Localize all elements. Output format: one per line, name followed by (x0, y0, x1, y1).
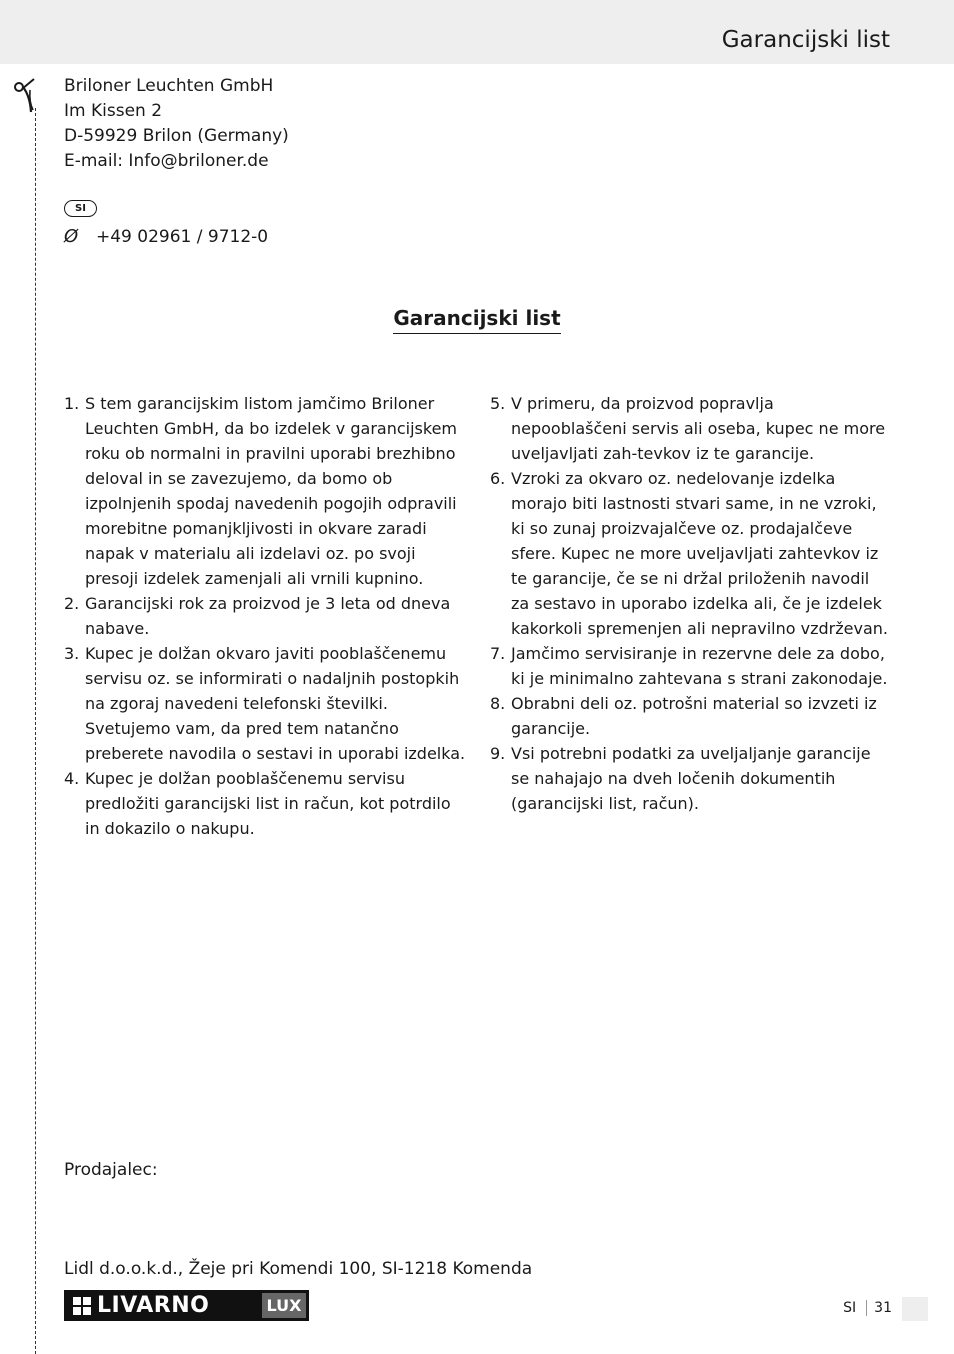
page-title: Garancijski list (721, 27, 890, 53)
item-text: Vsi potrebni podatki za uveljaljanje garancije se nahajajo na dveh ločenih dokumentih (garancijski list, račun). (511, 744, 871, 813)
address-line: E-mail: Info@briloner.de (64, 151, 269, 171)
list-item (490, 391, 892, 466)
item-number: 9. (490, 744, 506, 763)
manufacturer-address (64, 74, 289, 174)
item-number: 3. (64, 644, 80, 663)
address-line: Briloner Leuchten GmbH (64, 76, 274, 96)
section-title (0, 306, 954, 334)
list-item (64, 391, 466, 591)
header-bar (0, 0, 954, 64)
list-item (490, 466, 892, 641)
footer-tab-marker (902, 1297, 928, 1321)
distributor-address: Lidl d.o.o.k.d., Žeje pri Komendi 100, SI-1218 Komenda (64, 1259, 533, 1279)
item-text: S tem garancijskim listom jamčimo Briloner Leuchten GmbH, da bo izdelek v garancijskem roku ob normalni in pravilni uporabi brezhibno deloval in se zavezujemo, da bomo ob izpolnjenih spodaj navedenih pogojih odpravili morebitne pomanjkljivosti in okvare zaradi napak v materialu ali izdelavi oz. po svoji presoji izdelek zamenjali ali vrnili kupnino. (85, 394, 457, 588)
phone-row (64, 224, 268, 250)
item-text: V primeru, da proizvod popravlja nepooblaščeni servis ali oseba, kupec ne more uveljavljati zah-tevkov iz te garancije. (511, 394, 886, 463)
page-footer (843, 1298, 892, 1318)
address-line: D-59929 Brilon (Germany) (64, 126, 289, 146)
phone-icon: Ø (64, 226, 79, 247)
terms-column-left (64, 391, 466, 841)
terms-column-right (490, 391, 892, 816)
list-item (490, 691, 892, 741)
brand-logo (64, 1290, 309, 1321)
list-item (64, 591, 466, 641)
item-text: Kupec je dolžan pooblaščenemu servisu predložiti garancijski list in račun, kot potrdilo in dokazilo o nakupu. (85, 769, 451, 838)
page-number: 31 (874, 1300, 892, 1316)
cut-line (35, 108, 36, 1354)
scissors-icon (12, 76, 40, 116)
item-text: Vzroki za okvaro oz. nedelovanje izdelka morajo biti lastnosti stvari same, in ne vzroki, ki so zunaj proizvajalčeve oz. prodajalčeve sfere. Kupec ne more uveljavljati zahtevkov iz te garancije, če se ni držal priloženih navodil za sestavo in uporabo izdelka ali, če je izdelek kakorkoli spremenjen ali nepravilno vzdrževan. (511, 469, 888, 638)
section-title-text: Garancijski list (393, 306, 560, 334)
logo-brand-text: LIVARNO (97, 1293, 210, 1318)
item-number: 4. (64, 769, 80, 788)
country-badge: SI (64, 200, 97, 217)
item-text: Obrabni deli oz. potrošni material so izvzeti iz garancije. (511, 694, 877, 738)
seller-label: Prodajalec: (64, 1160, 158, 1180)
list-item (64, 766, 466, 841)
list-item (490, 641, 892, 691)
item-number: 8. (490, 694, 506, 713)
footer-language: SI (843, 1300, 867, 1316)
phone-number: +49 02961 / 9712-0 (96, 227, 269, 247)
item-number: 6. (490, 469, 506, 488)
item-number: 1. (64, 394, 80, 413)
item-text: Garancijski rok za proizvod je 3 leta od dneva nabave. (85, 594, 451, 638)
item-text: Kupec je dolžan okvaro javiti pooblaščenemu servisu oz. se informirati o nadaljnih postopkih na zgoraj navedeni telefonski številki. Svetujemo vam, da pred tem natančno preberete navodila o sestavi in uporabi izdelka. (85, 644, 466, 763)
item-text: Jamčimo servisiranje in rezervne dele za dobo, ki je minimalno zahtevana s strani zakonodaje. (511, 644, 888, 688)
logo-squares-icon (73, 1297, 91, 1315)
list-item (490, 741, 892, 816)
item-number: 2. (64, 594, 80, 613)
address-line: Im Kissen 2 (64, 101, 163, 121)
logo-suffix-text: LUX (262, 1293, 306, 1318)
item-number: 5. (490, 394, 506, 413)
item-number: 7. (490, 644, 506, 663)
list-item (64, 641, 466, 766)
